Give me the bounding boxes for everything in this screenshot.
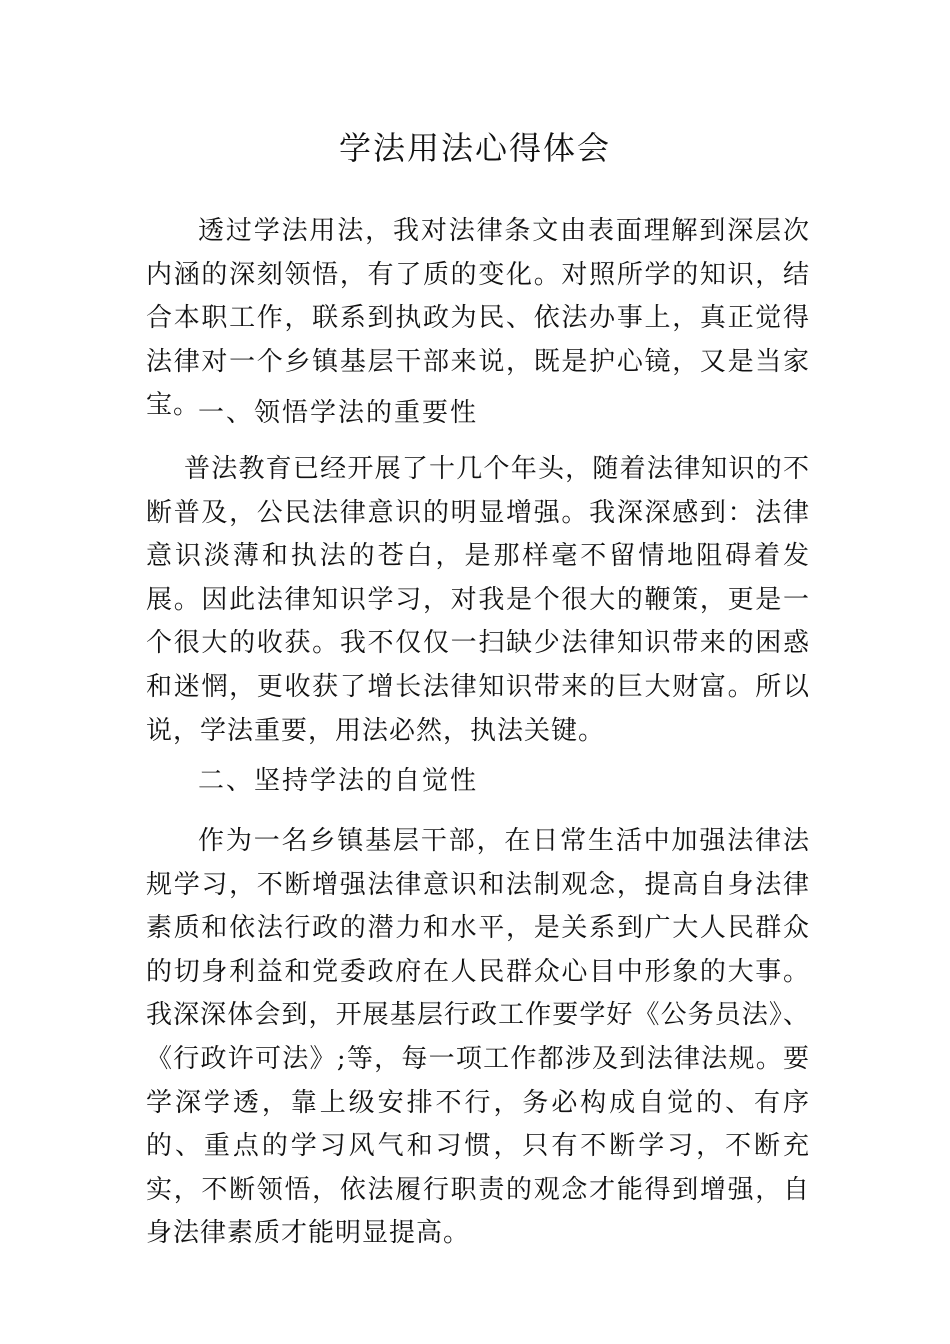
section-heading-1: 一、领悟学法的重要性 [198, 398, 479, 428]
paragraph-intro: 透过学法用法，我对法律条文由表面理解到深层次内涵的深刻领悟，有了质的变化。对照所学的知识，结合本职工作，联系到执政为民、依法办事上，真正觉得法律对一个乡镇基层干部来说，既是护心镜，又是当家宝。 [146, 216, 810, 421]
section-heading-2: 二、坚持学法的自觉性 [198, 766, 479, 796]
document-title: 学法用法心得体会 [338, 129, 611, 167]
paragraph-section-2: 作为一名乡镇基层干部，在日常生活中加强法律法规学习，不断增强法律意识和法制观念，提高自身法律素质和依法行政的潜力和水平，是关系到广大人民群众的切身利益和党委政府在人民群众心目中形象的大事。我深深体会到，开展基层行政工作要学好《公务员法》、《行政许可法》;等，每一项工作都涉及到法律法规。要学深学透，靠上级安排不行，务必构成自觉的、有序的、重点的学习风气和习惯，只有不断学习，不断充实，不断领悟，依法履行职责的观念才能得到增强，自身法律素质才能明显提高。 [146, 826, 810, 1249]
paragraph-section-1: 普法教育已经开展了十几个年头，随着法律知识的不断普及，公民法律意识的明显增强。我深深感到：法律意识淡薄和执法的苍白，是那样毫不留情地阻碍着发展。因此法律知识学习，对我是个很大的鞭策，更是一个很大的收获。我不仅仅一扫缺少法律知识带来的困惑和迷惘，更收获了增长法律知识带来的巨大财富。所以说，学法重要，用法必然，执法关键。 [146, 454, 810, 746]
